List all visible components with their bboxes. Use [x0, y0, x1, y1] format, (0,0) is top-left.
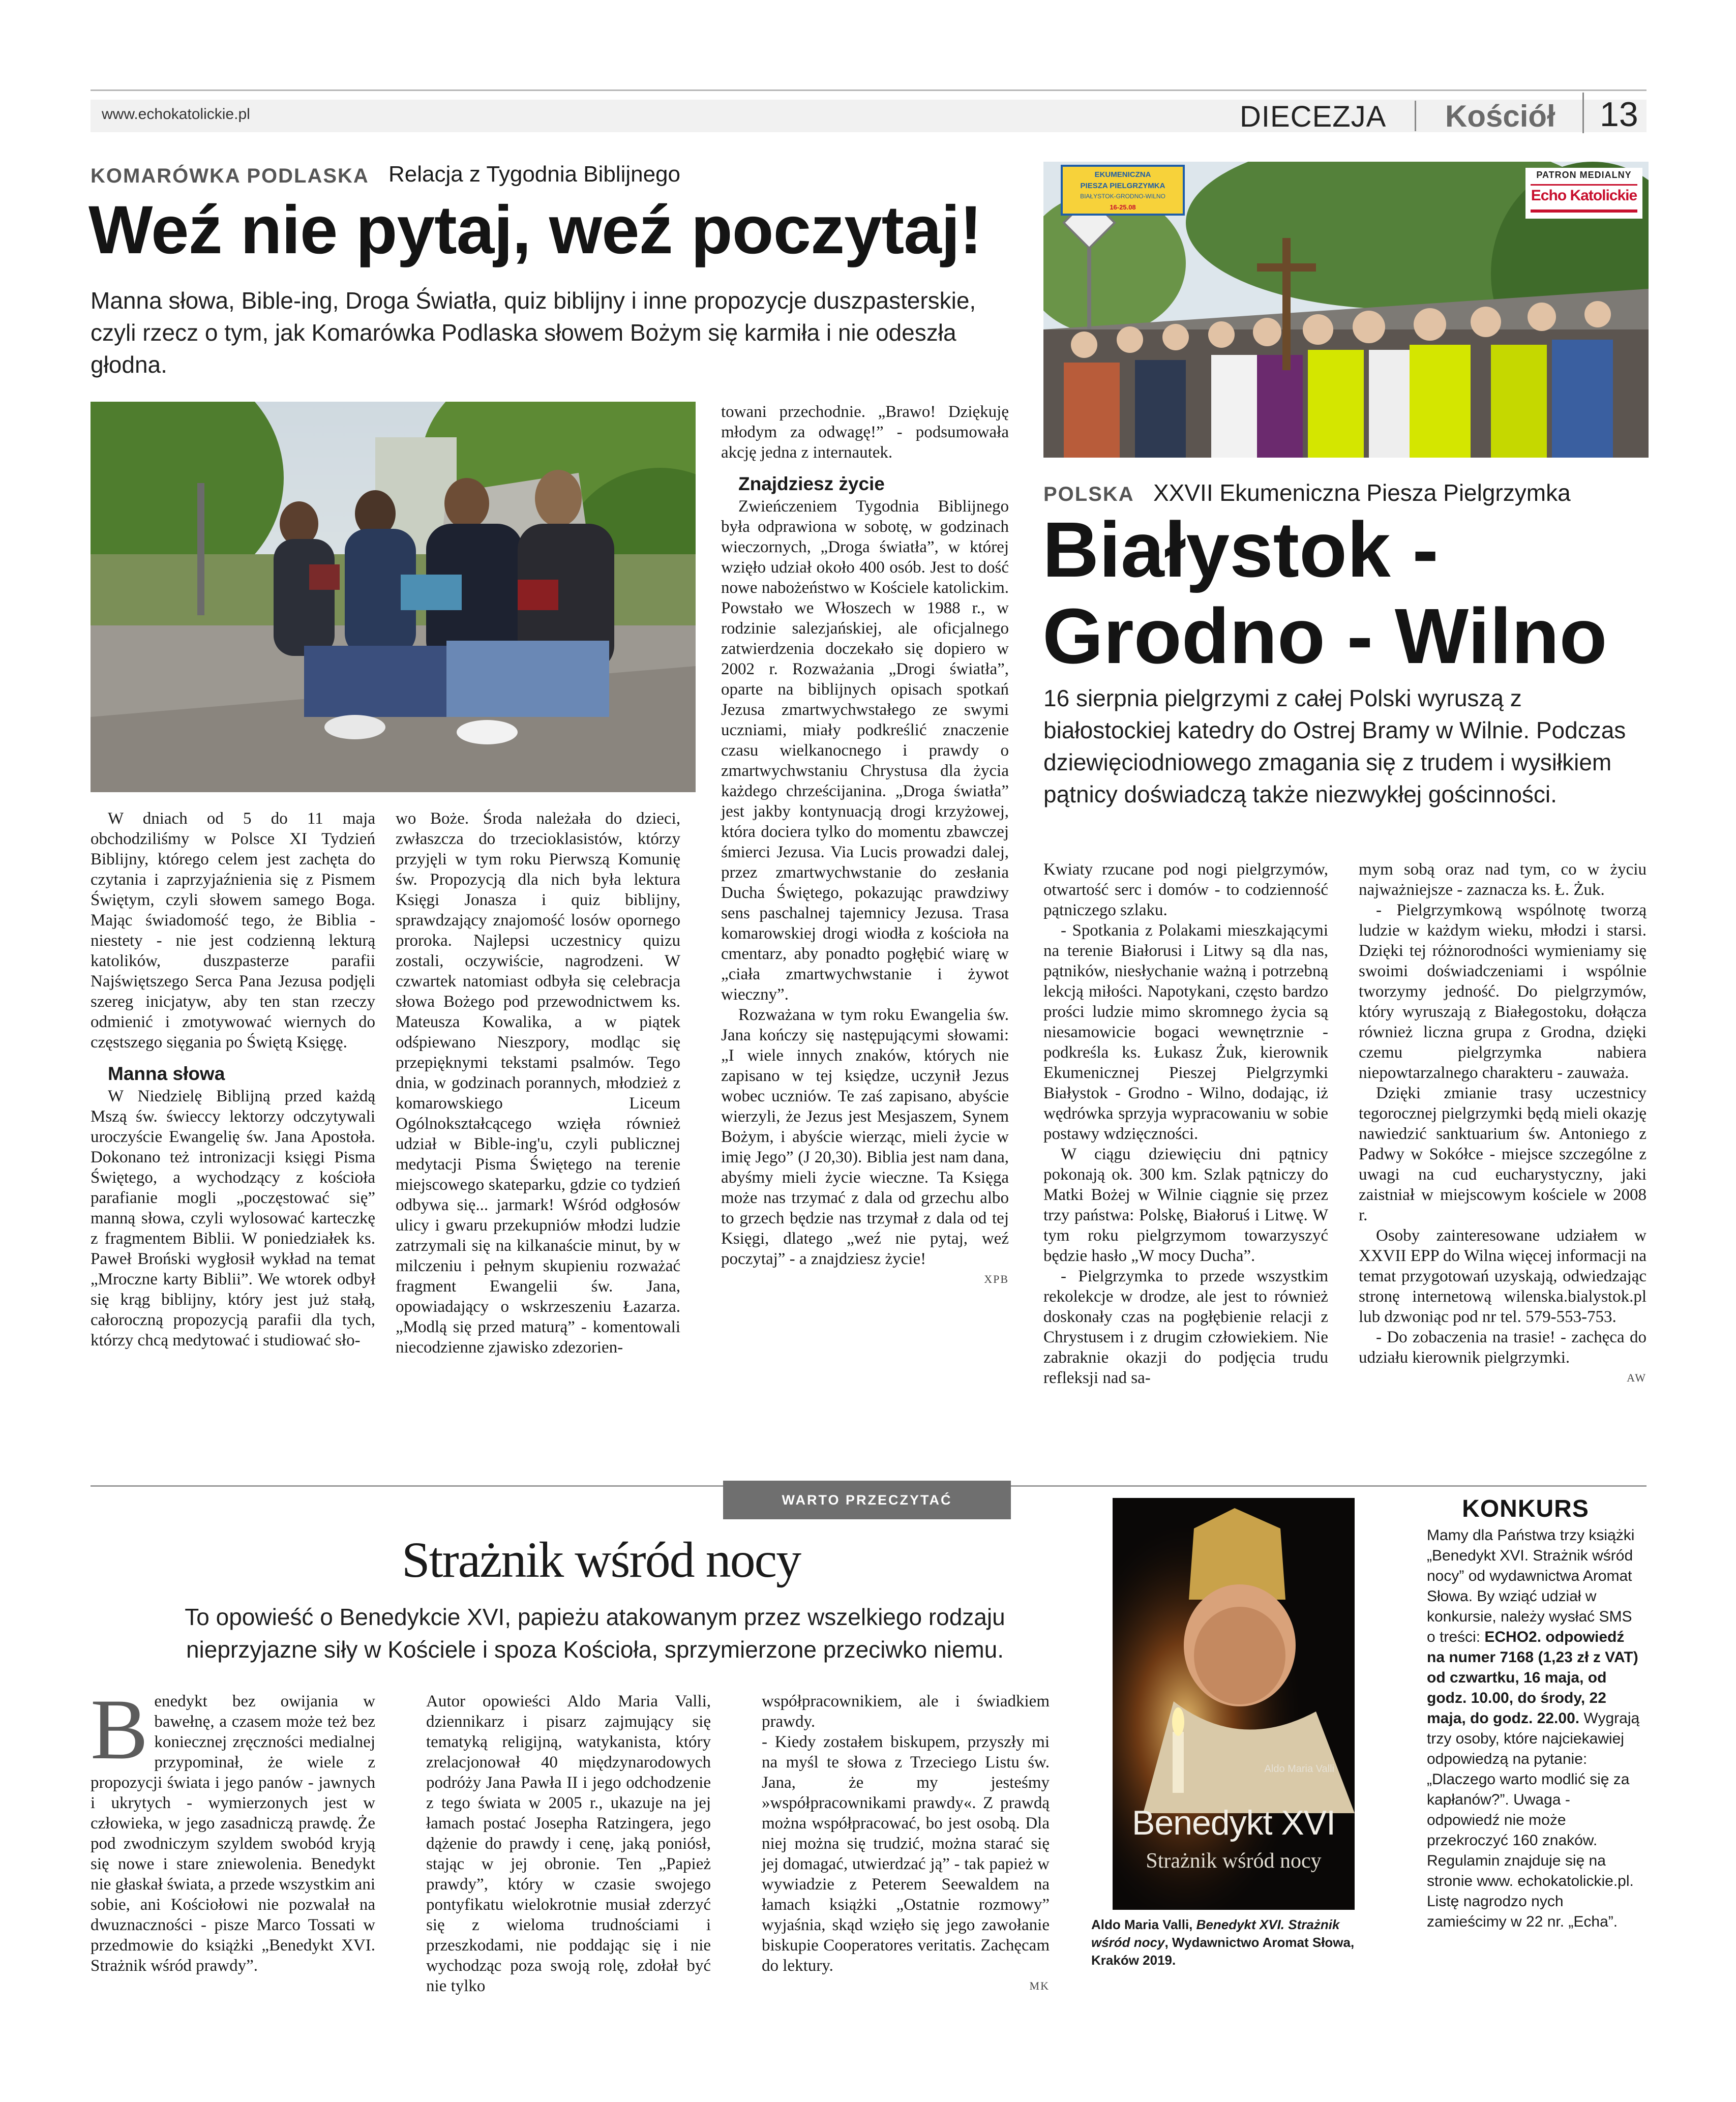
page-number: 13: [1600, 95, 1638, 134]
article1-photo: [91, 402, 696, 792]
caption-rest: , Wydawnictwo Aromat Słowa, Kraków 2019.: [1091, 1935, 1355, 1968]
article2-title-line-1: Białystok -: [1042, 506, 1439, 593]
article1-paragraph: towani przechodnie. „Brawo! Dziękuję młodym za odwagę!” - podsumowała akcję jedna z internautek.: [721, 403, 1009, 462]
article2-paragraph: - Pielgrzymka to przede wszystkim rekolekcje w drodze, ale jest to również doskonały czas na pogłębienie relacji z Chrystusem i z drugim człowiekiem. Nie zabraknie okazji do podjęcia trudu refleksji nad sa-: [1043, 1267, 1328, 1387]
article1-paragraph: W dniach od 5 do 11 maja obchodziliśmy w Polsce XI Tydzień Biblijny, którego celem jest zachęta do czytania i zaprzyjaźnienia się z Pismem Świętym, czyli słowem samego Boga. Mając świadomość tego, że Biblia - niestety - nie jest codzienną lekturą katolików, duszpasterze parafii Najświętszego Serca Pana Jezusa podjęli szereg inicjatyw, aby ten stan rzeczy odmienić i zmotywować wiernych do częstszego sięgania po Świętą Księgę.: [91, 809, 375, 1052]
article2-paragraph: mym sobą oraz nad tym, co w życiu najważniejsze - zaznacza ks. Ł. Żuk.: [1359, 860, 1647, 899]
article1-signature: XPB: [984, 1273, 1009, 1285]
article1-lead: Manna słowa, Bible-ing, Droga Światła, quiz biblijny i inne propozycje duszpasterskie, czyli rzecz o tym, jak Komarówka Podlaska słowem Bożym się karmiła i nie odeszła głodna.: [91, 287, 976, 378]
book-cover: [1113, 1498, 1355, 1910]
article3-column-1: [91, 1681, 375, 1976]
article1-column-2: [396, 808, 680, 1358]
dropcap: B: [91, 1681, 148, 1777]
book-title: Benedykt XVI: [1131, 1804, 1336, 1842]
book-subtitle: Strażnik wśród nocy: [1146, 1849, 1322, 1873]
article2-lead: 16 sierpnia pielgrzymi z całej Polski wyruszą z białostockiej katedry do Ostrej Bramy w Wilnie. Podczas dziewięciodniowego zmagania się z trudem i wysiłkiem pątnicy doświadczą także niezwykłej gościnności.: [1043, 685, 1626, 807]
article3-paragraph: współpracownikiem, ale i świadkiem prawdy.: [762, 1692, 1050, 1731]
article2-kicker-place: POLSKA: [1043, 483, 1134, 505]
article2-paragraph: W ciągu dziewięciu dni pątnicy pokonają ok. 300 km. Szlak pątniczy do Matki Bożej w Wilnie ciągnie się przez trzy państwa: Polskę, Białoruś i Litwę. W tym roku pielgrzymom towarzyszyć będzie hasło „W mocy Ducha”.: [1043, 1145, 1328, 1265]
article1-subheading: Znajdziesz życie: [738, 473, 885, 494]
banner-line-4: 16-25.08: [1110, 203, 1136, 211]
article1-paragraph: Rozważana w tym roku Ewangelia św. Jana kończy się następującymi słowami: „I wiele innych znaków, których nie zapisano w tej księdze, uczynił Jezus wobec uczniów. Te zaś zapisano, abyście wierzyli, że Jezus jest Mesjaszem, Synem Bożym, i abyście wierząc, mieli życie w imię Jego” (J 20,30). Biblia jest nam dana, abyśmy mieli życie wieczne. Ta Księga może nas trzymać z dala od grzechu albo to grzech będzie nas trzymał z dala od tej Księgi, dlatego „weź nie pytaj, weź poczytaj” - a znajdziesz życie!: [721, 1006, 1009, 1268]
article2-column-2: [1359, 859, 1647, 1388]
header-divider: [1415, 101, 1416, 131]
article1-column-1: [91, 808, 375, 1350]
article2-paragraph: Kwiaty rzucane pod nogi pielgrzymów, otwartość serc i domów - to codzienność pątniczego szlaku.: [1043, 860, 1328, 919]
article1-subheading: Manna słowa: [108, 1063, 225, 1084]
book-author: Aldo Maria Valli: [1264, 1763, 1334, 1775]
article3-title: Strażnik wśród nocy: [402, 1532, 801, 1588]
article2-paragraph: - Do zobaczenia na trasie! - zachęca do udziału kierownik pielgrzymki.: [1359, 1328, 1647, 1367]
article2-kicker-sub: XXVII Ekumeniczna Piesza Pielgrzymka: [1153, 479, 1571, 506]
article3-paragraph: enedykt bez owijania w bawełnę, a czasem może też bez koniecznej zręczności medialnej przypominał, że wiele z propozycji świata i jego panów - jawnych i ukrytych - wymierzonych jest w człowieka, w jego zasadniczą prawdę. Że pod zwodniczym szyldem swobód kryją się nowe i stare zniewolenia. Benedykt nie głaskał świata, a przede wszystkim ani sobie, ani Kościołowi nie pozwalał na dwuznaczności - pisze Marco Tossati w przedmowie do książki „Benedykt XVI. Strażnik wśród prawdy”.: [91, 1692, 375, 1975]
article2-column-1: [1043, 859, 1328, 1388]
article1-paragraph: W Niedzielę Biblijną przed każdą Mszą św. świeccy lektorzy odczytywali uroczyście Ewangelię św. Jana Apostoła. Dokonano też intronizacji księgi Pisma Świętego, a wychodzący z kościoła parafianie mogli „poczęstować się” manną słowa, czyli wylosować karteczkę z fragmentem Biblii. W poniedziałek ks. Paweł Broński wygłosił wykład na temat „Mroczne karty Biblii”. We wtorek odbył się krąg biblijny, który jest już stałą, całoroczną propozycją parafii dla tych, którzy chcą medytować i studiować sło-: [91, 1087, 375, 1349]
header-bar: [91, 100, 1647, 132]
article2-paragraph: - Spotkania z Polakami mieszkającymi na terenie Białorusi i Litwy są dla nas, pątników, niesłychanie ważną i potrzebną lekcją miłości. Napotykani, często bardzo prości ludzie mimo skromnego życia są niesamowicie bogaci wewnętrznie - podkreśla ks. Łukasz Żuk, kierownik Ekumenicznej Pieszej Pielgrzymki Białystok - Grodno - Wilno, dodając, iż wędrówka sprzyja wypracowaniu w sobie postawy wdzięczności.: [1043, 921, 1328, 1143]
echo-logo: Echo Katolickie: [1531, 187, 1637, 204]
article1-kicker-sub: Relacja z Tygodnia Biblijnego: [388, 162, 680, 187]
article2-title-line-2: Grodno - Wilno: [1042, 592, 1607, 680]
article1-title: Weź nie pytaj, weź poczytaj!: [88, 192, 982, 268]
article3-column-3: [762, 1691, 1050, 1996]
header-section: DIECEZJA: [1240, 100, 1387, 133]
book-caption: [1091, 1916, 1366, 1969]
article3-paragraph: - Kiedy zostałem biskupem, przyszły mi na myśl te słowa z Trzeciego Listu św. Jana, że my jesteśmy »współpracownikami prawdy«. Z prawdą można współpracować, bo jest osobą. Dla niej można się trudzić, można starać się jej domagać, utwierdzać ją” - tak papież w wywiadzie z Peterem Seewaldem na łamach książki „Ostatnie rozmowy” wyjaśnia, skąd wzięło się jego zawołanie biskupie Cooperatores veritatis. Zachęcam do lektury.: [762, 1733, 1050, 1975]
banner-line-3: BIAŁYSTOK-GRODNO-WILNO: [1080, 193, 1165, 200]
article1-paragraph: Zwieńczeniem Tygodnia Biblijnego była odprawiona w sobotę, w godzinach wieczornych, „Droga światła”, w której wzięło udział około 400 osób. Jest to dość nowe nabożeństwo w Kościele katolickim. Powstało we Włoszech w 1988 r., w rodzinie salezjańskiej, ale oficjalnego zatwierdzenia doczekało się dopiero w 2002 r. Rozważania „Drogi światła”, oparte na biblijnych opisach spotkań Jezusa zmartwychwstałego ze swymi uczniami, miały podkreślić znaczenie czasu wielkanocnego i prawdy o zmartwychwstaniu Chrystusa dla życia każdego chrześcijanina. „Droga światła” jest jakby kontynuacją drogi krzyżowej, która dociera tylko do momentu zbawczej śmierci Jezusa. Via Lucis prowadzi dalej, przez zmartwychwstanie do zesłania Ducha Świętego, pokazując prawdziwy sens paschalnej tajemnicy Jezusa. Trasa komarowskiej drogi wiodła z kościoła na cmentarz, aby ponadto pogłębić wiarę w „ciała zmartwychwstanie i żywot wieczny”.: [721, 497, 1009, 1004]
article1-kicker-place: KOMARÓWKA PODLASKA: [91, 165, 369, 187]
article3-signature: MK: [1029, 1979, 1050, 1992]
banner-line-2: PIESZA PIELGRZYMKA: [1080, 182, 1165, 190]
contest-title: KONKURS: [1462, 1495, 1589, 1522]
header-url[interactable]: www.echokatolickie.pl: [102, 106, 250, 123]
article3-lead: To opowieść o Benedykcie XVI, papieżu atakowanym przez wszelkiego rodzaju nieprzyjazne siły w Kościele i spoza Kościoła, sprzymierzone przeciwko niemu.: [185, 1604, 1005, 1663]
article3-column-2: [426, 1691, 711, 1996]
banner-line-1: EKUMENICZNA: [1094, 170, 1151, 179]
header-divider-2: [1582, 93, 1584, 133]
article2-paragraph: Dzięki zmianie trasy uczestnicy tegorocznej pielgrzymki będą mieli okazję nawiedzić sanktuarium św. Antoniego z Padwy w Sokółce - miejsce szczególne z uwagi na cud eucharystyczny, jaki zaistniał w miejscowym kościele w 2008 r.: [1359, 1084, 1647, 1224]
section-bar: WARTO PRZECZYTAĆ: [723, 1481, 1011, 1519]
article1-column-3: [721, 402, 1009, 1289]
contest-text: [1427, 1525, 1640, 1932]
badge-rule: [1531, 184, 1637, 186]
badge-label: PATRON MEDIALNY: [1536, 170, 1632, 180]
article1-paragraph: wo Boże. Środa należała do dzieci, zwłaszcza do trzecioklasistów, którzy przyjęli w tym roku Pierwszą Komunię św. Propozycją dla nich była lektura Księgi Jonasza i quiz biblijny, sprawdzający znajomość losów opornego proroka. Najlepsi uczestnicy quizu zostali, oczywiście, nagrodzeni. W czwartek natomiast odbyła się celebracja słowa Bożego pod przewodnictwem ks. Mateusza Kowalika, a w piątek odśpiewano Nieszpory, modląc się przepięknymi tekstami psalmów. Tego dnia, w godzinach porannych, młodzież z komarowskiego Liceum Ogólnokształcącego wzięła również udział w Bible-ing'u, czyli publicznej medytacji Pisma Świętego na terenie miejscowego skateparku, gdzie co tydzień odbywa się... jarmark! Wśród odgłosów ulicy i gwaru przekupniów młodzi ludzie zatrzymali się na kilkanaście minut, by w milczeniu i pełnym skupieniu rozważać fragment Ewangelii św. Jana, opowiadający o wskrzeszeniu Łazarza. „Modlą się przed maturą” - komentowali niecodzienne zjawisko zdezorien-: [396, 809, 680, 1357]
article3-paragraph: Autor opowieści Aldo Maria Valli, dziennikarz i pisarz zajmujący się tematyką religijną, watykanista, który zrelacjonował 40 międzynarodowych podróży Jana Pawła II i jego odchodzenie z tego świata w 2005 r., ukazuje na jej łamach postać Josepha Ratzingera, jego dążenie do prawdy i cenę, jaką poniósł, stając w jej obronie. Ten „Papież prawdy”, który w czasie swojego pontyfikatu wielokrotnie musiał zderzyć się z wieloma trudnościami i przeszkodami, nie poddając się i nie wychodząc poza swoją rolę, zdołał być nie tylko: [426, 1692, 711, 1995]
top-rule: [91, 89, 1647, 91]
article2-paragraph: Osoby zainteresowane udziałem w XXVII EPP do Wilna więcej informacji na temat przygotowań uzyskają, odwiedzając stronę internetową wilenska.bialystok.pl lub dzwoniąc pod nr tel. 579-553-753.: [1359, 1226, 1647, 1326]
article2-signature: AW: [1627, 1371, 1647, 1384]
badge-rule-2: [1531, 209, 1637, 213]
contest-text-a: Mamy dla Państwa trzy książki „Benedykt XVI. Strażnik wśród nocy” od wydawnictwa Aromat Słowa. By wziąć udział w konkursie, należy wysłać SMS o treści:: [1427, 1527, 1635, 1645]
header-category: Kościół: [1445, 99, 1555, 133]
media-patron-badge: [1525, 168, 1642, 219]
caption-author: Aldo Maria Valli,: [1091, 1917, 1193, 1932]
caption-title: Benedykt XVI. Strażnik wśród nocy: [1091, 1917, 1340, 1950]
contest-text-b: Wygrają trzy osoby, które najciekawiej odpowiedzą na pytanie: „Dlaczego warto modlić się za kapłanów?”. Uwaga - odpowiedź nie może przekroczyć 160 znaków. Regulamin znajduje się na stronie www. echokatolickie.pl. Listę nagrodzo nych zamieścimy w 22 nr. „Echa”.: [1427, 1710, 1640, 1930]
contest-text-bold: ECHO2. odpowiedź na numer 7168 (1,23 zł z VAT) od czwartku, 16 maja, od godz. 10.00, do środy, 22 maja, do godz. 22.00.: [1427, 1629, 1638, 1727]
article2-paragraph: - Pielgrzymkową wspólnotę tworzą ludzie w każdym wieku, młodzi i starsi. Dzięki tej różnorodności wymieniamy się swoimi doświadczeniami i wspólnie tworzymy jedność. Do pielgrzymów, który wyruszają z Białegostoku, dołącza również liczna grupa z Grodna, dzięki czemu pielgrzymka nabiera niepowtarzalnego charakteru - zauważa.: [1359, 901, 1647, 1082]
